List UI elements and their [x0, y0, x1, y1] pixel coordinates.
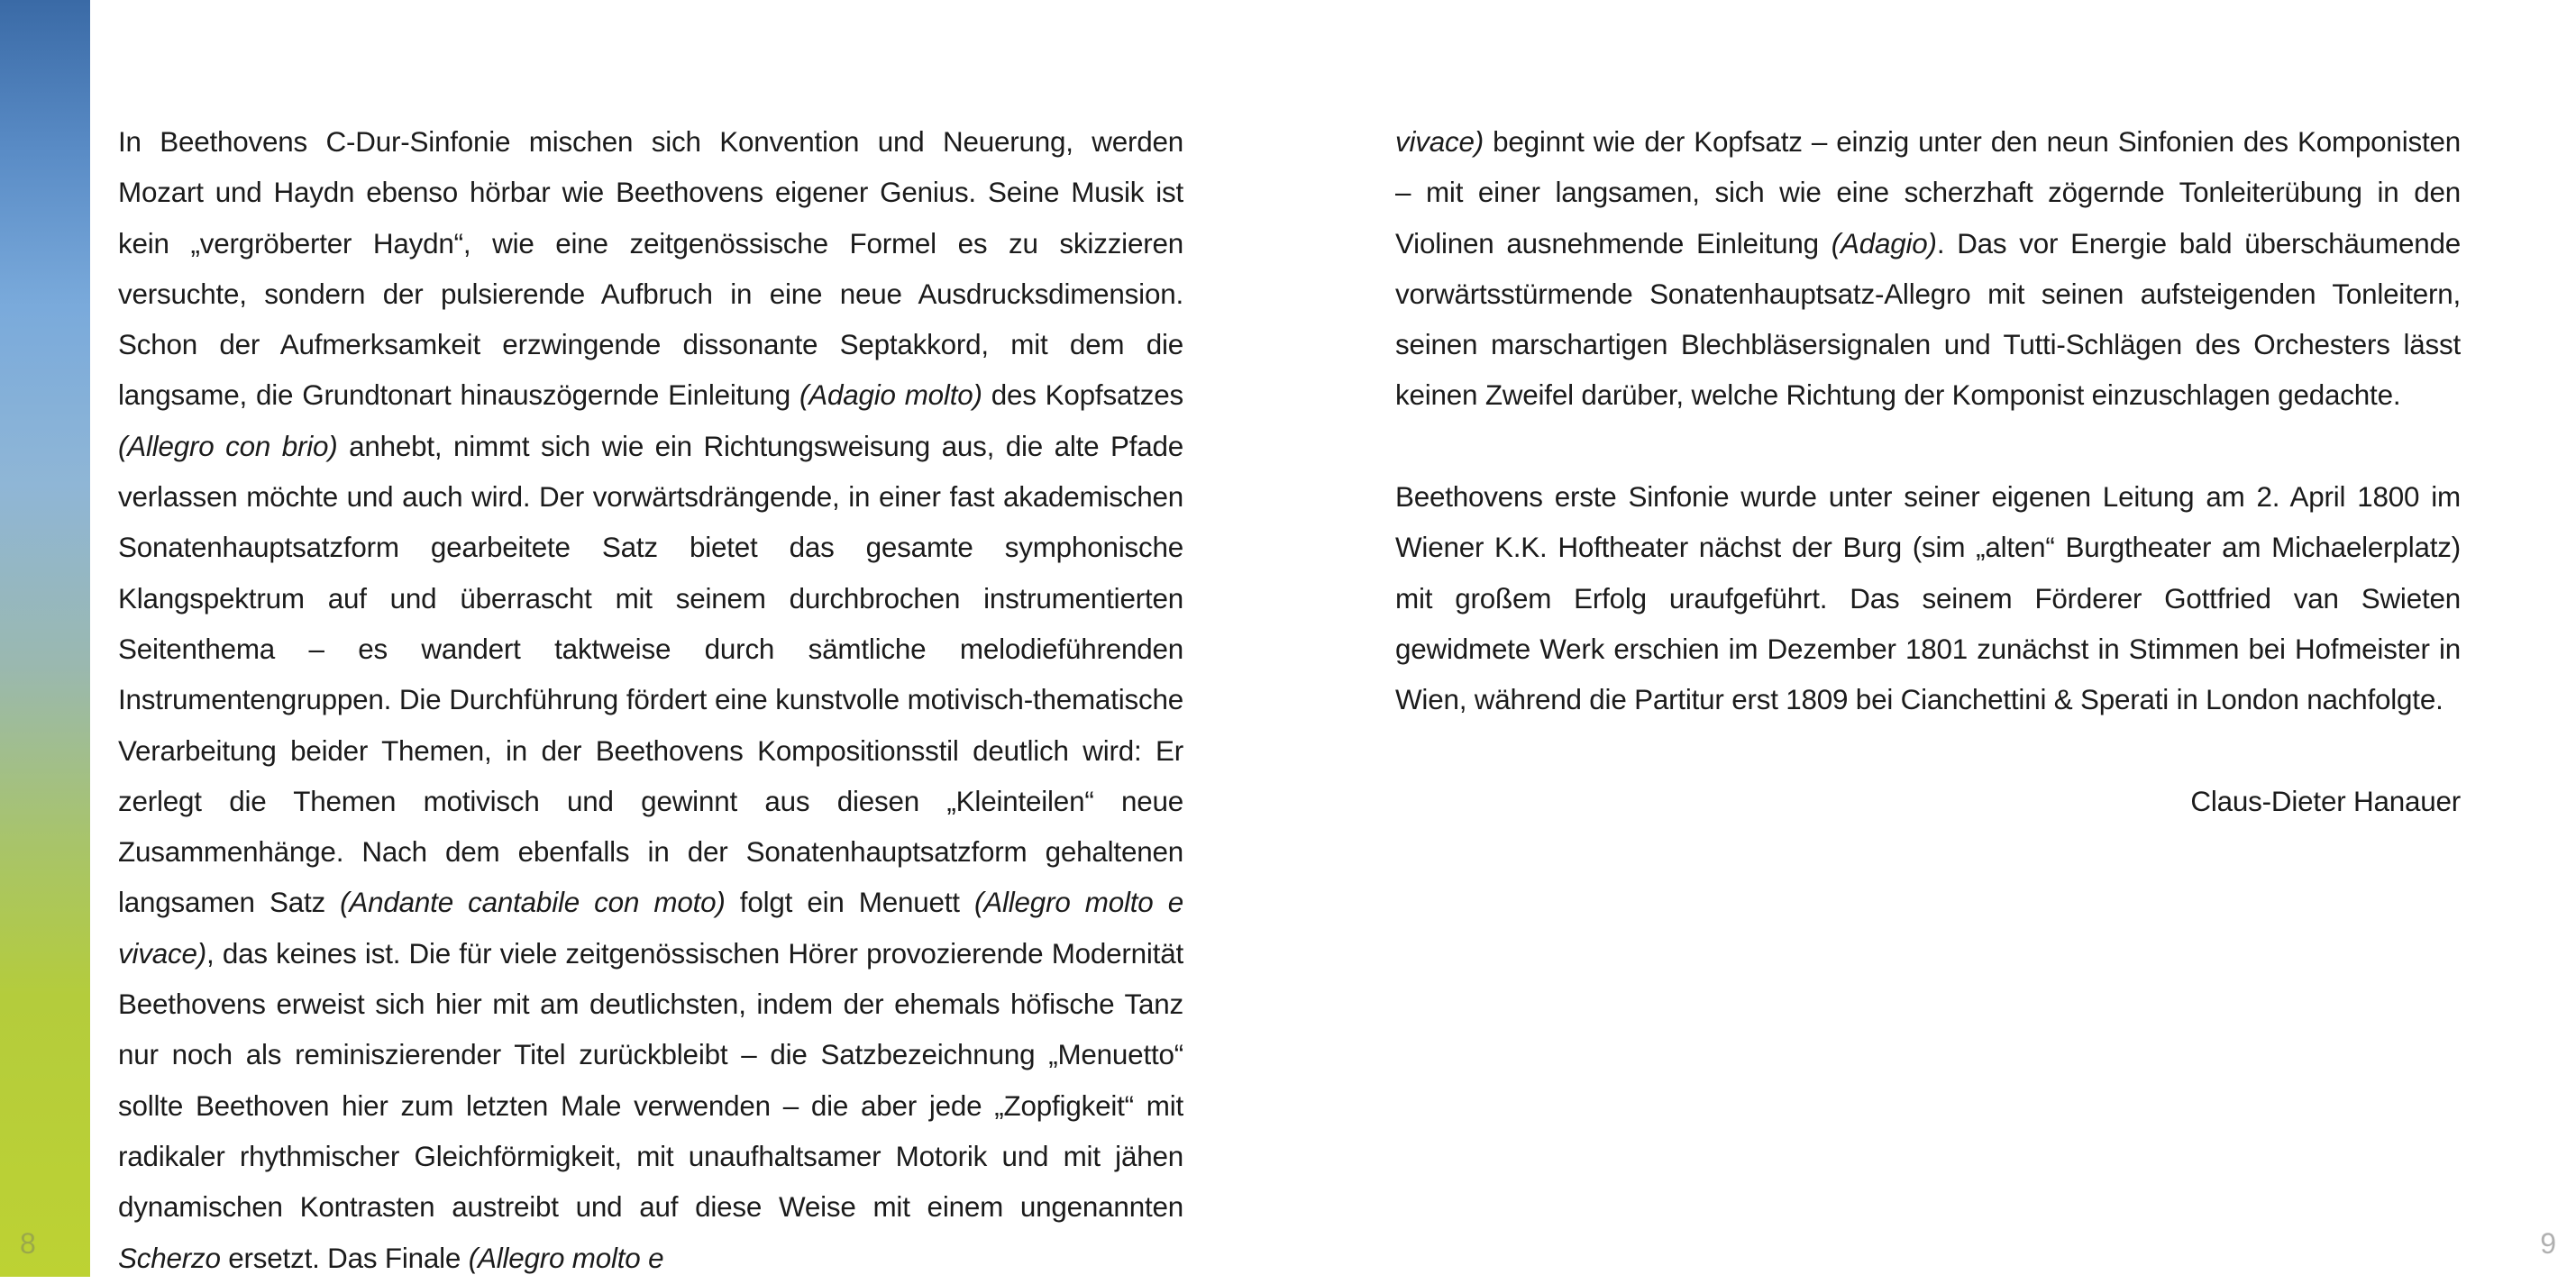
- body-paragraph-premiere: Beethovens erste Sinfonie wurde unter seiner eigenen Leitung am 2. April 1800 im Wiener K.K. Hoftheater nächst der Burg (sim „alten“ Burgtheater am Michaelerplatz) mit großem Erfolg uraufgeführt. Das seinem Förderer Gottfried van Swieten gewidmete Werk erschien im Dezember 1801 zunächst in Stimmen bei Hofmeister in Wien, während die Partitur erst 1809 bei Cianchettini & Sperati in London nachfolgte.: [1395, 481, 2461, 716]
- text-run: ersetzt. Das Finale: [220, 1242, 469, 1274]
- decorative-gradient-bar: [0, 0, 90, 1277]
- italic-run: (Adagio): [1831, 227, 1937, 260]
- text-run: folgt ein Menuett: [725, 887, 975, 919]
- body-paragraph: [1395, 117, 2461, 422]
- page-number-left: 8: [20, 1227, 36, 1260]
- text-run: . Das vor Energie bald überschäumende vorwärtsstürmende Sonatenhauptsatz-Allegro mit seinen aufsteigenden Tonleitern, seinen marschartigen Blechbläsersignalen und Tutti-Schlägen des Orchesters lässt keinen Zweifel darüber, welche Richtung der Komponist einzuschlagen gedachte.: [1395, 227, 2461, 412]
- left-text-column: [118, 117, 1183, 1284]
- page-number-right: 9: [2540, 1227, 2556, 1260]
- italic-run: (Allegro molto e: [468, 1242, 664, 1274]
- italic-run: (Allegro con brio): [118, 430, 338, 462]
- italic-run: (Adagio molto): [799, 379, 982, 412]
- right-text-column: [1395, 117, 2461, 827]
- text-run: des Kopfsatzes: [982, 379, 1183, 412]
- italic-run: (Allegro molto e vivace): [118, 887, 1183, 970]
- text-run: In Beethovens C-Dur-Sinfonie mischen sich Konvention und Neuerung, werden Mozart und Haydn ebenso hörbar wie Beethovens eigener Genius. Seine Musik ist kein „vergröberter Haydn“, wie eine zeitgenössische Formel es zu skizzieren versuchte, sondern der pulsierende Aufbruch in eine neue Ausdrucksdimension. Schon der Aufmerksamkeit erzwingende dissonante Septakkord, mit dem die langsame, die Grundtonart hinauszögernde Einleitung: [118, 126, 1183, 412]
- text-run: , das keines ist. Die für viele zeitgenössischen Hörer provozierende Modernität Beethovens erweist sich hier mit am deutlichsten, indem der ehemals höfische Tanz nur noch als reminiszierender Titel zurückbleibt – die Satzbezeichnung „Menuetto“ sollte Beethoven hier zum letzten Male verwenden – die aber jede „Zopfigkeit“ mit radikaler rhythmischer Gleichförmigkeit, mit unaufhaltsamer Motorik und mit jähen dynamischen Kontrasten austreibt und auf diese Weise mit einem ungenannten: [118, 937, 1183, 1224]
- body-paragraph: [118, 117, 1183, 1284]
- italic-run: Scherzo: [118, 1242, 221, 1274]
- text-run: beginnt wie der Kopfsatz – einzig unter den neun Sinfonien des Komponisten – mit einer langsamen, sich wie eine scherzhaft zögernde Tonleiterübung in den Violinen ausnehmende Einleitung: [1395, 126, 2461, 260]
- italic-run: vivace): [1395, 126, 1484, 158]
- author-signature: Claus-Dieter Hanauer: [2190, 785, 2461, 817]
- text-run: anhebt, nimmt sich wie ein Richtungsweisung aus, die alte Pfade verlassen möchte und auch wird. Der vorwärtsdrängende, in einer fast akademischen Sonatenhauptsatzform gearbeitete Satz bietet das gesamte symphonische Klangspektrum auf und überrascht mit seinem durchbrochen instrumentierten Seitenthema – es wandert taktweise durch sämtliche melodieführenden Instrumentengruppen. Die Durchführung fördert eine kunstvolle motivisch-thematische Verarbeitung beider Themen, in der Beethovens Kompositionsstil deutlich wird: Er zerlegt die Themen motivisch und gewinnt aus diesen „Kleinteilen“ neue Zusammenhänge. Nach dem ebenfalls in der Sonatenhauptsatzform gehaltenen langsamen Satz: [118, 430, 1183, 919]
- italic-run: (Andante cantabile con moto): [340, 887, 726, 919]
